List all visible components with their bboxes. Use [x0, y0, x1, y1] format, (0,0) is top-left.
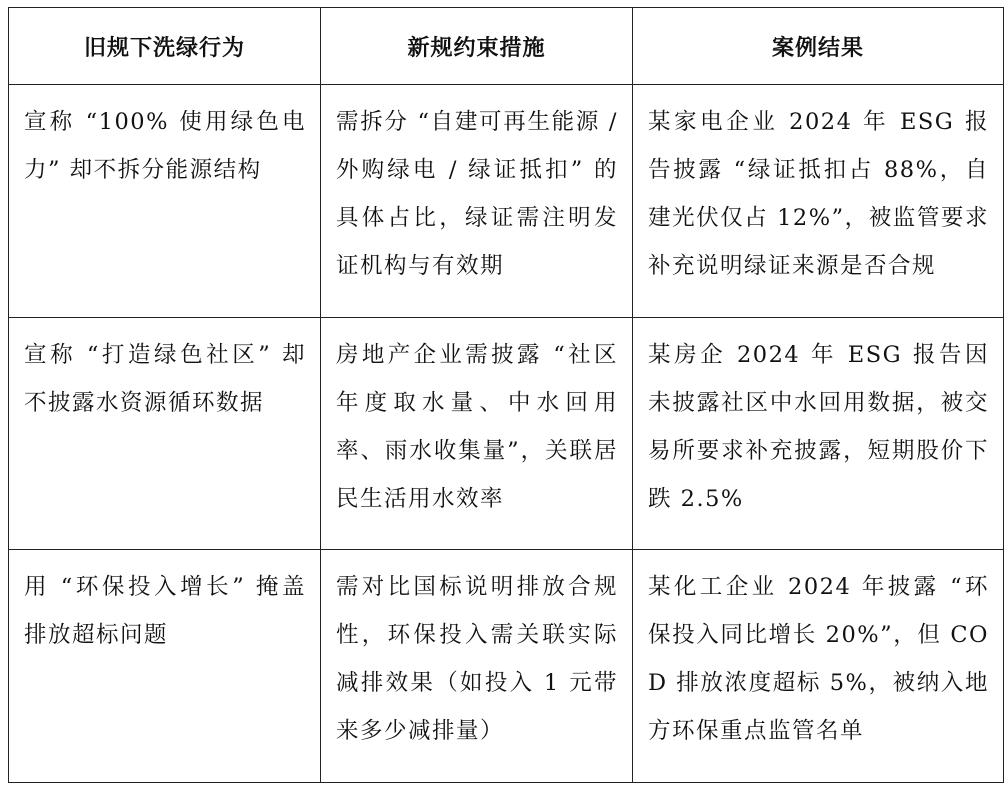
cell-old-behavior: 宣称 “打造绿色社区” 却不披露水资源循环数据 — [9, 318, 321, 550]
cell-case-result: 某家电企业 2024 年 ESG 报告披露 “绿证抵扣占 88%，自建光伏仅占 12%”，被监管要求补充说明绿证来源是否合规 — [633, 85, 1004, 318]
cell-new-measure: 需对比国标说明排放合规性，环保投入需关联实际减排效果（如投入 1 元带来多少减排量） — [321, 550, 633, 783]
header-case-results: 案例结果 — [633, 8, 1004, 85]
cell-case-result: 某化工企业 2024 年披露 “环保投入同比增长 20%”，但 COD 排放浓度超标 5%，被纳入地方环保重点监管名单 — [633, 550, 1004, 783]
header-row — [9, 8, 1004, 85]
cell-new-measure: 需拆分 “自建可再生能源 / 外购绿电 / 绿证抵扣” 的具体占比，绿证需注明发证机构与有效期 — [321, 85, 633, 318]
table-row — [9, 318, 1004, 550]
greenwashing-comparison-table — [8, 7, 1004, 783]
cell-old-behavior: 宣称 “100% 使用绿色电力” 却不拆分能源结构 — [9, 85, 321, 318]
table-row — [9, 85, 1004, 318]
cell-new-measure: 房地产企业需披露 “社区年度取水量、中水回用率、雨水收集量”，关联居民生活用水效率 — [321, 318, 633, 550]
cell-old-behavior: 用 “环保投入增长” 掩盖排放超标问题 — [9, 550, 321, 783]
table-row — [9, 550, 1004, 783]
cell-case-result: 某房企 2024 年 ESG 报告因未披露社区中水回用数据，被交易所要求补充披露，短期股价下跌 2.5% — [633, 318, 1004, 550]
header-old-behavior: 旧规下洗绿行为 — [9, 8, 321, 85]
header-new-measures: 新规约束措施 — [321, 8, 633, 85]
